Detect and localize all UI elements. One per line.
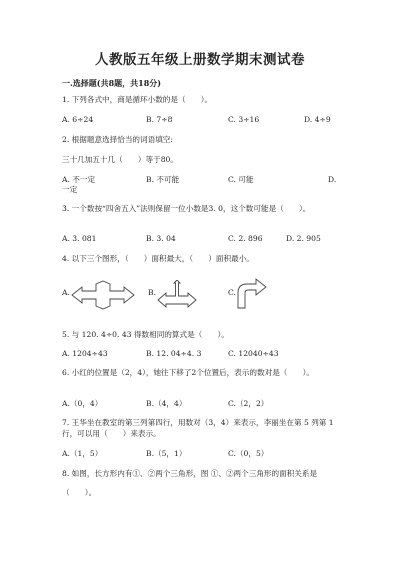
page-title: 人教版五年级上册数学期末测试卷 bbox=[95, 52, 305, 68]
question-1-option-a[interactable]: A. 6÷24 bbox=[62, 115, 94, 124]
double-arrow-shape bbox=[70, 280, 136, 310]
question-6-option-b[interactable]: B.（4，4） bbox=[146, 399, 187, 408]
question-2-option-a[interactable]: A. 不一定 bbox=[62, 175, 96, 184]
question-2-option-d-text: 一定 bbox=[62, 185, 78, 194]
question-6-option-c[interactable]: C.（2，2） bbox=[228, 399, 269, 408]
question-2-option-b[interactable]: B. 不可能 bbox=[146, 175, 180, 184]
question-5-stem: 5. 与 120. 4÷0. 43 得数相同的算式是（ ）。 bbox=[62, 330, 229, 339]
question-3-stem: 3. 一个数按“四舍五入”法则保留一位小数是3. 0，这个数可能是（ ）。 bbox=[62, 204, 311, 213]
question-1-stem: 1. 下列各式中，商是循环小数的是（ ）。 bbox=[62, 95, 213, 104]
question-5-option-c[interactable]: C. 12040÷43 bbox=[228, 349, 279, 358]
question-7-option-c[interactable]: C.（0，5） bbox=[228, 449, 269, 458]
question-1-option-b[interactable]: B. 7÷8 bbox=[146, 115, 173, 124]
question-5-option-a[interactable]: A. 1204÷43 bbox=[62, 349, 108, 358]
question-2-text: 三十几加五十几（ ）等于80。 bbox=[62, 155, 178, 164]
question-1-option-d[interactable]: D. 4÷9 bbox=[304, 115, 331, 124]
question-7-stem: 7. 王华坐在教室的第三列第四行，用数对（3，4）来表示，李丽坐在第 5 列第 1 bbox=[62, 418, 334, 427]
question-4-label-b[interactable]: B. bbox=[148, 288, 156, 297]
question-3-option-c[interactable]: C. 2. 896 bbox=[228, 234, 263, 243]
question-2-stem: 2. 根据题意选择恰当的词语填空: bbox=[62, 135, 173, 144]
question-6-stem: 6. 小红的位置是（2，4），她往下移了2个位置后，表示的数对是（ ）。 bbox=[62, 368, 314, 377]
question-4-label-a[interactable]: A. bbox=[62, 288, 70, 297]
question-1-option-c[interactable]: C. 3÷16 bbox=[228, 115, 260, 124]
question-7-option-a[interactable]: A.（1，5） bbox=[62, 449, 103, 458]
question-3-option-a[interactable]: A. 3. 081 bbox=[62, 234, 97, 243]
bent-arrow-shape bbox=[234, 277, 268, 309]
t-arrow-shape bbox=[156, 280, 198, 308]
question-6-option-a[interactable]: A.（0，4） bbox=[62, 399, 103, 408]
question-2-option-d[interactable]: D. bbox=[328, 175, 337, 184]
question-7-text: 行，可以用（ ）来表示。 bbox=[62, 429, 161, 438]
question-2-option-c[interactable]: C. 可能 bbox=[228, 175, 254, 184]
question-4-label-c[interactable]: C. bbox=[228, 288, 236, 297]
question-8-text: （ ）。 bbox=[62, 488, 97, 497]
section-heading: 一.选择题(共8题，共18分) bbox=[62, 78, 162, 88]
question-3-option-d[interactable]: D. 2. 905 bbox=[286, 234, 321, 243]
question-8-stem: 8. 如图，长方形内有①、②两个三角形，图 ①、②两个三角形的面积关系是 bbox=[62, 469, 318, 478]
question-4-stem: 4. 以下三个图形，（ ）面积最大，（ ）面积最小。 bbox=[62, 254, 254, 263]
question-3-option-b[interactable]: B. 3. 04 bbox=[146, 234, 176, 243]
question-7-option-b[interactable]: B.（5，1） bbox=[146, 449, 187, 458]
question-5-option-b[interactable]: B. 12. 04÷4. 3 bbox=[146, 349, 202, 358]
